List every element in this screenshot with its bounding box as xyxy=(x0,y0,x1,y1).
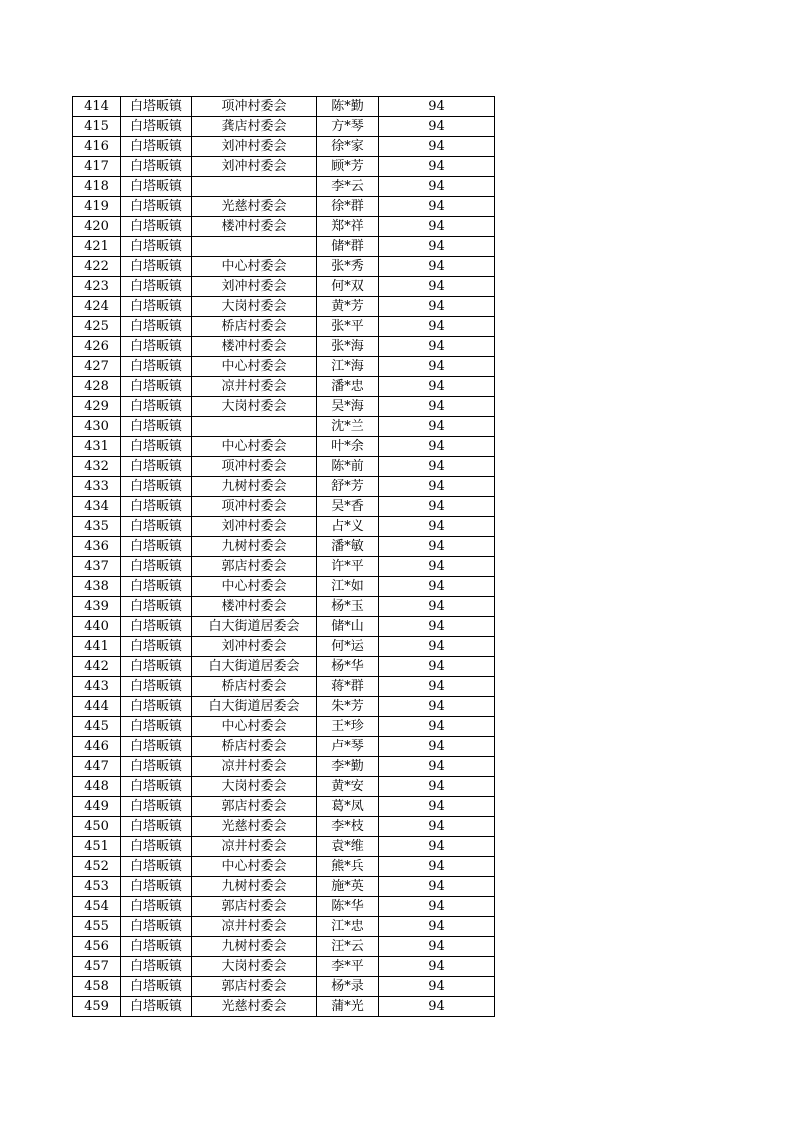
row-number-cell: 453 xyxy=(73,877,121,897)
town-cell: 白塔畈镇 xyxy=(121,997,192,1017)
name-cell: 蒲*光 xyxy=(317,997,379,1017)
table-row xyxy=(73,997,495,1017)
row-number-cell: 438 xyxy=(73,577,121,597)
row-number-cell: 458 xyxy=(73,977,121,997)
town-cell: 白塔畈镇 xyxy=(121,797,192,817)
name-cell: 储*群 xyxy=(317,237,379,257)
town-cell: 白塔畈镇 xyxy=(121,497,192,517)
score-cell: 94 xyxy=(379,737,495,757)
committee-cell: 光慈村委会 xyxy=(192,197,317,217)
table-row xyxy=(73,517,495,537)
table-row xyxy=(73,217,495,237)
row-number-cell: 417 xyxy=(73,157,121,177)
table-row xyxy=(73,757,495,777)
town-cell: 白塔畈镇 xyxy=(121,417,192,437)
town-cell: 白塔畈镇 xyxy=(121,357,192,377)
name-cell: 李*平 xyxy=(317,957,379,977)
name-cell: 杨*玉 xyxy=(317,597,379,617)
town-cell: 白塔畈镇 xyxy=(121,337,192,357)
score-cell: 94 xyxy=(379,697,495,717)
table-row xyxy=(73,897,495,917)
name-cell: 叶*余 xyxy=(317,437,379,457)
town-cell: 白塔畈镇 xyxy=(121,237,192,257)
town-cell: 白塔畈镇 xyxy=(121,877,192,897)
committee-cell: 九树村委会 xyxy=(192,477,317,497)
score-cell: 94 xyxy=(379,717,495,737)
committee-cell: 九树村委会 xyxy=(192,877,317,897)
row-number-cell: 457 xyxy=(73,957,121,977)
committee-cell: 中心村委会 xyxy=(192,717,317,737)
name-cell: 李*云 xyxy=(317,177,379,197)
row-number-cell: 452 xyxy=(73,857,121,877)
name-cell: 徐*群 xyxy=(317,197,379,217)
name-cell: 吴*海 xyxy=(317,397,379,417)
table-row xyxy=(73,677,495,697)
town-cell: 白塔畈镇 xyxy=(121,257,192,277)
name-cell: 陈*前 xyxy=(317,457,379,477)
committee-cell: 凉井村委会 xyxy=(192,917,317,937)
table-row xyxy=(73,797,495,817)
committee-cell: 项冲村委会 xyxy=(192,497,317,517)
score-cell: 94 xyxy=(379,997,495,1017)
table-row xyxy=(73,657,495,677)
table-row xyxy=(73,277,495,297)
table-row xyxy=(73,197,495,217)
name-cell: 顾*芳 xyxy=(317,157,379,177)
committee-cell xyxy=(192,177,317,197)
score-cell: 94 xyxy=(379,597,495,617)
town-cell: 白塔畈镇 xyxy=(121,957,192,977)
name-cell: 李*勤 xyxy=(317,757,379,777)
score-cell: 94 xyxy=(379,957,495,977)
table-row xyxy=(73,97,495,117)
town-cell: 白塔畈镇 xyxy=(121,697,192,717)
row-number-cell: 420 xyxy=(73,217,121,237)
row-number-cell: 427 xyxy=(73,357,121,377)
score-cell: 94 xyxy=(379,97,495,117)
score-cell: 94 xyxy=(379,217,495,237)
committee-cell xyxy=(192,237,317,257)
name-cell: 李*枝 xyxy=(317,817,379,837)
table-row xyxy=(73,437,495,457)
committee-cell: 刘冲村委会 xyxy=(192,637,317,657)
row-number-cell: 442 xyxy=(73,657,121,677)
name-cell: 黄*芳 xyxy=(317,297,379,317)
score-cell: 94 xyxy=(379,677,495,697)
name-cell: 占*义 xyxy=(317,517,379,537)
name-cell: 朱*芳 xyxy=(317,697,379,717)
score-cell: 94 xyxy=(379,277,495,297)
town-cell: 白塔畈镇 xyxy=(121,377,192,397)
row-number-cell: 441 xyxy=(73,637,121,657)
name-cell: 江*忠 xyxy=(317,917,379,937)
row-number-cell: 430 xyxy=(73,417,121,437)
town-cell: 白塔畈镇 xyxy=(121,817,192,837)
committee-cell: 刘冲村委会 xyxy=(192,517,317,537)
name-cell: 施*英 xyxy=(317,877,379,897)
row-number-cell: 415 xyxy=(73,117,121,137)
row-number-cell: 433 xyxy=(73,477,121,497)
row-number-cell: 418 xyxy=(73,177,121,197)
town-cell: 白塔畈镇 xyxy=(121,757,192,777)
town-cell: 白塔畈镇 xyxy=(121,317,192,337)
score-cell: 94 xyxy=(379,117,495,137)
town-cell: 白塔畈镇 xyxy=(121,657,192,677)
committee-cell: 郭店村委会 xyxy=(192,797,317,817)
name-cell: 黄*安 xyxy=(317,777,379,797)
row-number-cell: 440 xyxy=(73,617,121,637)
records-table xyxy=(72,96,495,1017)
table-row xyxy=(73,177,495,197)
town-cell: 白塔畈镇 xyxy=(121,837,192,857)
score-cell: 94 xyxy=(379,977,495,997)
name-cell: 王*珍 xyxy=(317,717,379,737)
score-cell: 94 xyxy=(379,197,495,217)
name-cell: 舒*芳 xyxy=(317,477,379,497)
table-row xyxy=(73,337,495,357)
row-number-cell: 443 xyxy=(73,677,121,697)
table-row xyxy=(73,597,495,617)
row-number-cell: 432 xyxy=(73,457,121,477)
committee-cell: 刘冲村委会 xyxy=(192,277,317,297)
table-row xyxy=(73,377,495,397)
score-cell: 94 xyxy=(379,397,495,417)
table-row xyxy=(73,877,495,897)
data-sheet xyxy=(72,96,495,1017)
row-number-cell: 437 xyxy=(73,557,121,577)
committee-cell: 郭店村委会 xyxy=(192,977,317,997)
row-number-cell: 426 xyxy=(73,337,121,357)
score-cell: 94 xyxy=(379,357,495,377)
score-cell: 94 xyxy=(379,437,495,457)
name-cell: 张*秀 xyxy=(317,257,379,277)
name-cell: 徐*家 xyxy=(317,137,379,157)
table-row xyxy=(73,237,495,257)
town-cell: 白塔畈镇 xyxy=(121,857,192,877)
name-cell: 潘*敏 xyxy=(317,537,379,557)
town-cell: 白塔畈镇 xyxy=(121,117,192,137)
town-cell: 白塔畈镇 xyxy=(121,437,192,457)
row-number-cell: 448 xyxy=(73,777,121,797)
name-cell: 何*双 xyxy=(317,277,379,297)
score-cell: 94 xyxy=(379,537,495,557)
town-cell: 白塔畈镇 xyxy=(121,517,192,537)
committee-cell: 白大街道居委会 xyxy=(192,697,317,717)
committee-cell: 凉井村委会 xyxy=(192,377,317,397)
table-row xyxy=(73,117,495,137)
score-cell: 94 xyxy=(379,497,495,517)
row-number-cell: 459 xyxy=(73,997,121,1017)
row-number-cell: 425 xyxy=(73,317,121,337)
name-cell: 卢*琴 xyxy=(317,737,379,757)
score-cell: 94 xyxy=(379,877,495,897)
table-row xyxy=(73,417,495,437)
committee-cell: 光慈村委会 xyxy=(192,817,317,837)
table-row xyxy=(73,257,495,277)
committee-cell: 中心村委会 xyxy=(192,857,317,877)
row-number-cell: 436 xyxy=(73,537,121,557)
table-row xyxy=(73,497,495,517)
name-cell: 许*平 xyxy=(317,557,379,577)
score-cell: 94 xyxy=(379,617,495,637)
table-row xyxy=(73,637,495,657)
committee-cell: 中心村委会 xyxy=(192,357,317,377)
score-cell: 94 xyxy=(379,797,495,817)
row-number-cell: 449 xyxy=(73,797,121,817)
name-cell: 张*海 xyxy=(317,337,379,357)
town-cell: 白塔畈镇 xyxy=(121,157,192,177)
committee-cell: 大岗村委会 xyxy=(192,957,317,977)
town-cell: 白塔畈镇 xyxy=(121,277,192,297)
name-cell: 杨*录 xyxy=(317,977,379,997)
committee-cell xyxy=(192,417,317,437)
town-cell: 白塔畈镇 xyxy=(121,457,192,477)
town-cell: 白塔畈镇 xyxy=(121,937,192,957)
committee-cell: 楼冲村委会 xyxy=(192,337,317,357)
name-cell: 江*海 xyxy=(317,357,379,377)
score-cell: 94 xyxy=(379,517,495,537)
town-cell: 白塔畈镇 xyxy=(121,177,192,197)
town-cell: 白塔畈镇 xyxy=(121,137,192,157)
committee-cell: 中心村委会 xyxy=(192,577,317,597)
score-cell: 94 xyxy=(379,177,495,197)
name-cell: 郑*祥 xyxy=(317,217,379,237)
table-row xyxy=(73,137,495,157)
name-cell: 潘*忠 xyxy=(317,377,379,397)
score-cell: 94 xyxy=(379,817,495,837)
row-number-cell: 455 xyxy=(73,917,121,937)
score-cell: 94 xyxy=(379,317,495,337)
committee-cell: 九树村委会 xyxy=(192,537,317,557)
table-row xyxy=(73,957,495,977)
committee-cell: 光慈村委会 xyxy=(192,997,317,1017)
name-cell: 何*运 xyxy=(317,637,379,657)
name-cell: 葛*凤 xyxy=(317,797,379,817)
score-cell: 94 xyxy=(379,377,495,397)
table-row xyxy=(73,917,495,937)
committee-cell: 中心村委会 xyxy=(192,437,317,457)
table-row xyxy=(73,477,495,497)
score-cell: 94 xyxy=(379,637,495,657)
row-number-cell: 428 xyxy=(73,377,121,397)
town-cell: 白塔畈镇 xyxy=(121,477,192,497)
score-cell: 94 xyxy=(379,297,495,317)
row-number-cell: 429 xyxy=(73,397,121,417)
committee-cell: 项冲村委会 xyxy=(192,457,317,477)
row-number-cell: 444 xyxy=(73,697,121,717)
town-cell: 白塔畈镇 xyxy=(121,977,192,997)
town-cell: 白塔畈镇 xyxy=(121,597,192,617)
town-cell: 白塔畈镇 xyxy=(121,397,192,417)
name-cell: 储*山 xyxy=(317,617,379,637)
name-cell: 汪*云 xyxy=(317,937,379,957)
score-cell: 94 xyxy=(379,237,495,257)
committee-cell: 刘冲村委会 xyxy=(192,157,317,177)
score-cell: 94 xyxy=(379,157,495,177)
row-number-cell: 431 xyxy=(73,437,121,457)
committee-cell: 楼冲村委会 xyxy=(192,597,317,617)
committee-cell: 项冲村委会 xyxy=(192,97,317,117)
table-row xyxy=(73,777,495,797)
committee-cell: 九树村委会 xyxy=(192,937,317,957)
row-number-cell: 423 xyxy=(73,277,121,297)
score-cell: 94 xyxy=(379,917,495,937)
table-row xyxy=(73,157,495,177)
row-number-cell: 435 xyxy=(73,517,121,537)
committee-cell: 桥店村委会 xyxy=(192,737,317,757)
committee-cell: 中心村委会 xyxy=(192,257,317,277)
town-cell: 白塔畈镇 xyxy=(121,717,192,737)
score-cell: 94 xyxy=(379,757,495,777)
town-cell: 白塔畈镇 xyxy=(121,737,192,757)
town-cell: 白塔畈镇 xyxy=(121,557,192,577)
score-cell: 94 xyxy=(379,937,495,957)
score-cell: 94 xyxy=(379,837,495,857)
name-cell: 熊*兵 xyxy=(317,857,379,877)
score-cell: 94 xyxy=(379,557,495,577)
town-cell: 白塔畈镇 xyxy=(121,217,192,237)
table-row xyxy=(73,317,495,337)
records-table-body xyxy=(73,97,495,1017)
committee-cell: 凉井村委会 xyxy=(192,837,317,857)
town-cell: 白塔畈镇 xyxy=(121,917,192,937)
table-row xyxy=(73,457,495,477)
name-cell: 杨*华 xyxy=(317,657,379,677)
score-cell: 94 xyxy=(379,137,495,157)
row-number-cell: 414 xyxy=(73,97,121,117)
table-row xyxy=(73,577,495,597)
row-number-cell: 447 xyxy=(73,757,121,777)
name-cell: 陈*勤 xyxy=(317,97,379,117)
town-cell: 白塔畈镇 xyxy=(121,97,192,117)
committee-cell: 桥店村委会 xyxy=(192,317,317,337)
row-number-cell: 422 xyxy=(73,257,121,277)
table-row xyxy=(73,717,495,737)
table-row xyxy=(73,397,495,417)
row-number-cell: 421 xyxy=(73,237,121,257)
committee-cell: 楼冲村委会 xyxy=(192,217,317,237)
row-number-cell: 434 xyxy=(73,497,121,517)
score-cell: 94 xyxy=(379,477,495,497)
score-cell: 94 xyxy=(379,257,495,277)
town-cell: 白塔畈镇 xyxy=(121,637,192,657)
row-number-cell: 456 xyxy=(73,937,121,957)
row-number-cell: 416 xyxy=(73,137,121,157)
name-cell: 袁*维 xyxy=(317,837,379,857)
committee-cell: 大岗村委会 xyxy=(192,777,317,797)
committee-cell: 大岗村委会 xyxy=(192,297,317,317)
name-cell: 张*平 xyxy=(317,317,379,337)
row-number-cell: 451 xyxy=(73,837,121,857)
table-row xyxy=(73,977,495,997)
committee-cell: 刘冲村委会 xyxy=(192,137,317,157)
town-cell: 白塔畈镇 xyxy=(121,577,192,597)
committee-cell: 大岗村委会 xyxy=(192,397,317,417)
town-cell: 白塔畈镇 xyxy=(121,617,192,637)
table-row xyxy=(73,537,495,557)
table-row xyxy=(73,357,495,377)
table-row xyxy=(73,857,495,877)
committee-cell: 郭店村委会 xyxy=(192,557,317,577)
committee-cell: 桥店村委会 xyxy=(192,677,317,697)
town-cell: 白塔畈镇 xyxy=(121,677,192,697)
committee-cell: 郭店村委会 xyxy=(192,897,317,917)
score-cell: 94 xyxy=(379,897,495,917)
score-cell: 94 xyxy=(379,457,495,477)
score-cell: 94 xyxy=(379,777,495,797)
name-cell: 吴*香 xyxy=(317,497,379,517)
score-cell: 94 xyxy=(379,337,495,357)
name-cell: 沈*兰 xyxy=(317,417,379,437)
score-cell: 94 xyxy=(379,657,495,677)
town-cell: 白塔畈镇 xyxy=(121,297,192,317)
table-row xyxy=(73,557,495,577)
town-cell: 白塔畈镇 xyxy=(121,777,192,797)
row-number-cell: 424 xyxy=(73,297,121,317)
row-number-cell: 419 xyxy=(73,197,121,217)
score-cell: 94 xyxy=(379,857,495,877)
name-cell: 方*琴 xyxy=(317,117,379,137)
score-cell: 94 xyxy=(379,417,495,437)
name-cell: 江*如 xyxy=(317,577,379,597)
name-cell: 陈*华 xyxy=(317,897,379,917)
table-row xyxy=(73,697,495,717)
committee-cell: 白大街道居委会 xyxy=(192,657,317,677)
row-number-cell: 445 xyxy=(73,717,121,737)
table-row xyxy=(73,297,495,317)
table-row xyxy=(73,737,495,757)
row-number-cell: 454 xyxy=(73,897,121,917)
committee-cell: 龚店村委会 xyxy=(192,117,317,137)
row-number-cell: 439 xyxy=(73,597,121,617)
committee-cell: 凉井村委会 xyxy=(192,757,317,777)
table-row xyxy=(73,837,495,857)
row-number-cell: 450 xyxy=(73,817,121,837)
town-cell: 白塔畈镇 xyxy=(121,897,192,917)
table-row xyxy=(73,817,495,837)
row-number-cell: 446 xyxy=(73,737,121,757)
name-cell: 蒋*群 xyxy=(317,677,379,697)
committee-cell: 白大街道居委会 xyxy=(192,617,317,637)
table-row xyxy=(73,617,495,637)
score-cell: 94 xyxy=(379,577,495,597)
town-cell: 白塔畈镇 xyxy=(121,197,192,217)
table-row xyxy=(73,937,495,957)
town-cell: 白塔畈镇 xyxy=(121,537,192,557)
